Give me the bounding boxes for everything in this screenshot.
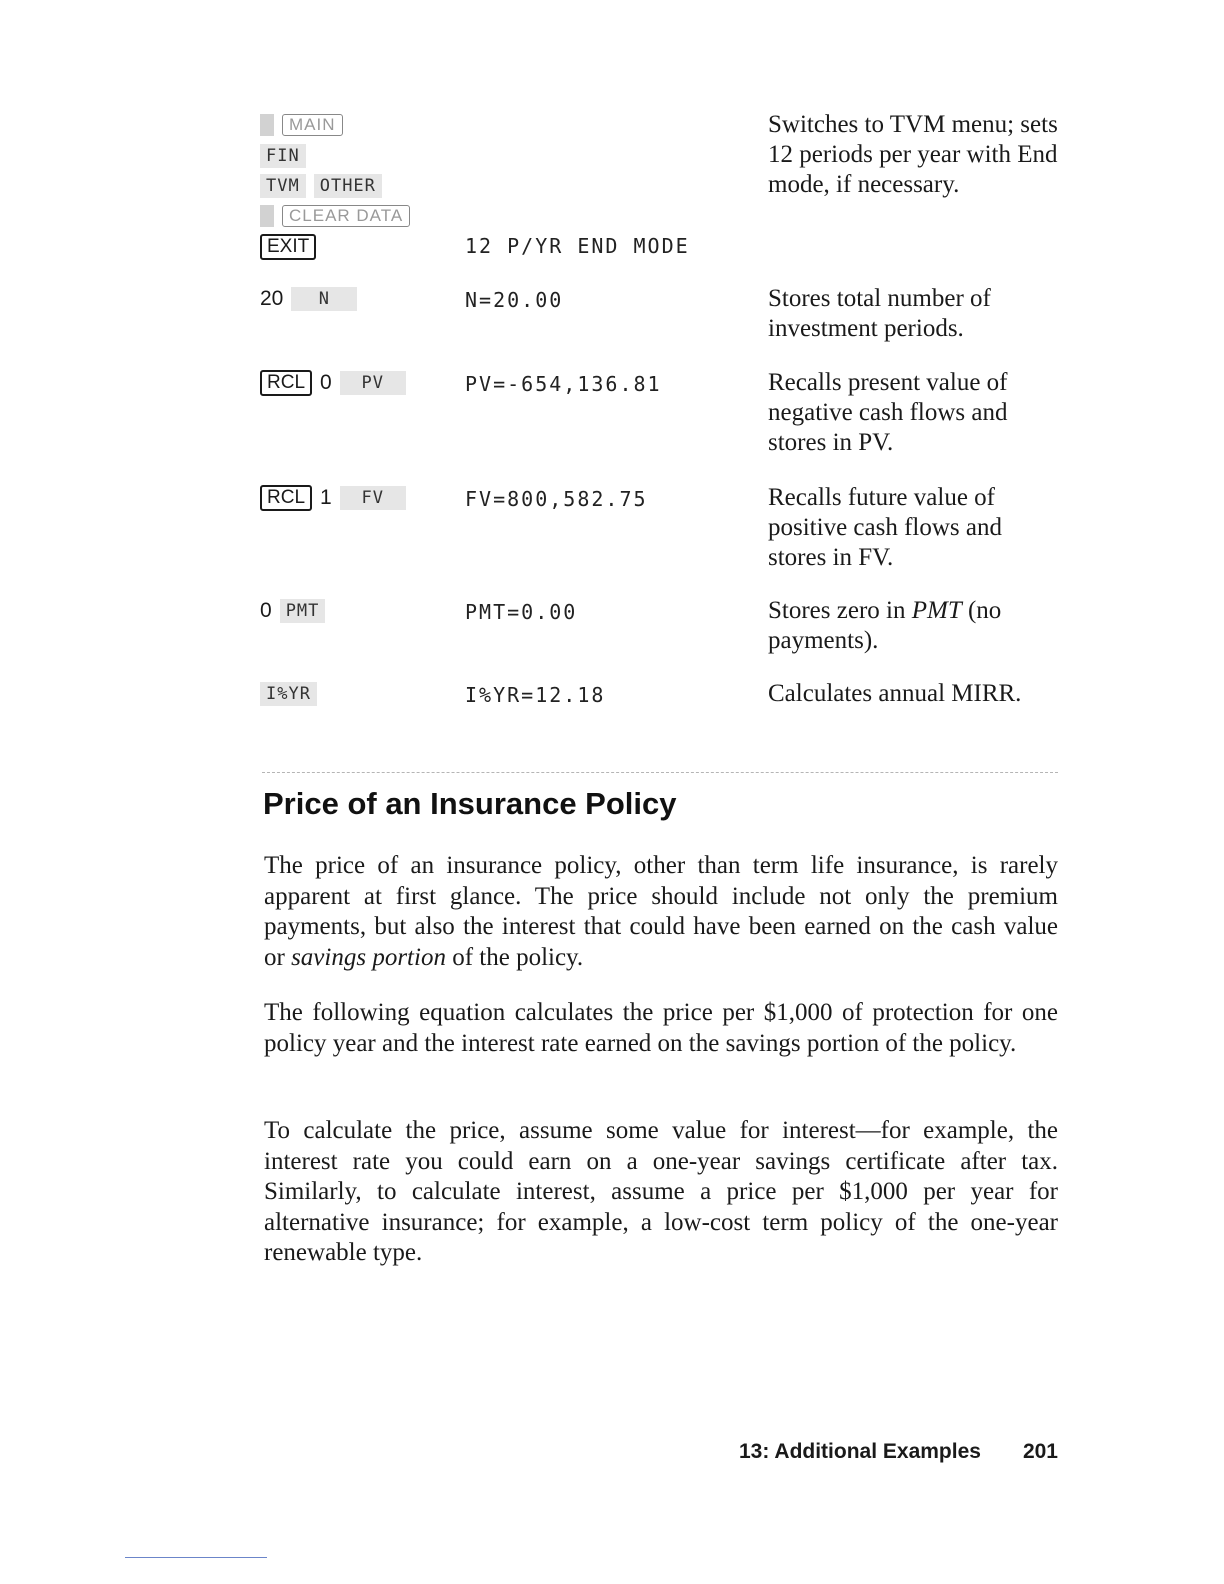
keystrokes <box>260 368 460 398</box>
section-divider <box>262 772 1058 773</box>
exit-key[interactable]: EXIT <box>260 234 316 260</box>
main-key[interactable]: MAIN <box>282 114 343 136</box>
step-description: Recalls future value of positive cash flows and stores in FV. <box>768 484 1002 571</box>
paragraph-2: The following equation calculates the price per $1,000 of protection for one policy year and the interest rate earned on the savings portion of the policy. <box>264 999 1058 1057</box>
register-number: 1 <box>320 486 332 510</box>
step-description: Stores zero in PMT (no payments). <box>768 597 1002 654</box>
savings-portion-term: savings portion <box>291 943 446 971</box>
keystrokes <box>260 483 460 513</box>
rcl-key[interactable]: RCL <box>260 370 312 396</box>
display-readout: PV=-654,136.81 <box>465 372 662 396</box>
keystrokes <box>260 679 460 709</box>
keystrokes <box>260 596 460 626</box>
shift-key-icon <box>260 114 274 136</box>
paragraph-1: The price of an insurance policy, other than term life insurance, is rarely apparent at first glance. The price should include not only the premium payments, but also the interest that could have been earned on the cash value or savings portion of the policy. <box>264 852 1058 971</box>
pmt-menu-key[interactable]: PMT <box>280 599 326 623</box>
pv-menu-key[interactable]: PV <box>340 371 406 395</box>
display-readout: PMT=0.00 <box>465 600 578 624</box>
clear-data-key[interactable]: CLEAR DATA <box>282 205 410 227</box>
paragraph-3: To calculate the price, assume some value for interest—for example, the interest rate you could earn on a one-year savings certificate after tax. Similarly, to calculate interest, assume a price per $1,000 per year for alternative insurance; for example, a low-cost term policy of the one-year renewable type. <box>264 1117 1058 1267</box>
page-footer <box>739 1440 1058 1464</box>
iyr-menu-key[interactable]: I%YR <box>260 682 317 706</box>
pmt-term: PMT <box>911 597 962 624</box>
step-description: Stores total number of investment periods. <box>768 285 991 342</box>
display-readout: 12 P/YR END MODE <box>465 234 690 258</box>
step-description: Calculates annual MIRR. <box>768 680 1022 707</box>
number-entry: 0 <box>260 599 272 623</box>
fv-menu-key[interactable]: FV <box>340 486 406 510</box>
step-description: Switches to TVM menu; sets 12 periods per year with End mode, if necessary. <box>768 111 1058 198</box>
tvm-menu-key[interactable]: TVM <box>260 174 306 198</box>
display-readout: N=20.00 <box>465 288 564 312</box>
other-menu-key[interactable]: OTHER <box>314 174 382 198</box>
page-number: 201 <box>1022 1440 1058 1463</box>
n-menu-key[interactable]: N <box>291 287 357 311</box>
fin-menu-key[interactable]: FIN <box>260 144 306 168</box>
shift-key-icon <box>260 205 274 227</box>
chapter-title: 13: Additional Examples <box>739 1440 981 1463</box>
footnote-rule <box>125 1557 267 1558</box>
keystrokes <box>260 284 460 314</box>
rcl-key[interactable]: RCL <box>260 485 312 511</box>
step-description: Recalls present value of negative cash flows and stores in PV. <box>768 369 1008 456</box>
section-title: Price of an Insurance Policy <box>263 786 677 821</box>
number-entry: 20 <box>260 287 284 311</box>
keystrokes <box>260 110 460 262</box>
register-number: 0 <box>320 371 332 395</box>
display-readout: FV=800,582.75 <box>465 487 648 511</box>
display-readout: I%YR=12.18 <box>465 683 606 707</box>
